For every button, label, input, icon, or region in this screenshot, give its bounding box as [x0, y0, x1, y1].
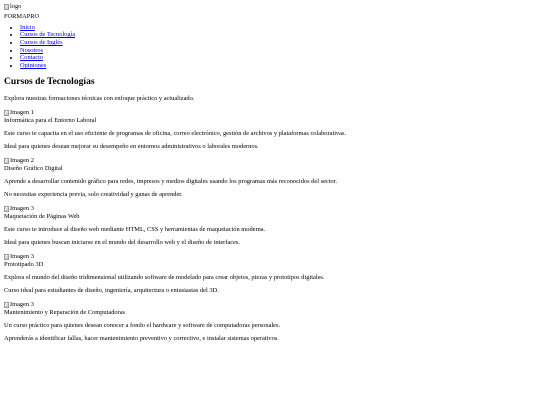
broken-image-icon — [4, 254, 9, 260]
broken-image-icon — [4, 158, 9, 164]
course-title: Maquetación de Páginas Web — [4, 212, 80, 220]
course-image-alt: Imagen 3 — [10, 204, 34, 212]
nav-link-inicio[interactable]: Inicio — [20, 23, 35, 31]
course-description: Explora el mundo del diseño tridimensional utilizando software de modelado para crear objetos, piezas y prototipos digitales. — [4, 273, 325, 281]
site-header — [4, 3, 536, 21]
broken-image-icon — [4, 206, 9, 212]
course-card — [4, 157, 536, 199]
nav-link-cursos-ingles[interactable]: Cursos de Inglés — [20, 39, 63, 47]
brand-name: FORMAPRO — [4, 12, 40, 20]
nav-item-opiniones — [20, 62, 536, 70]
course-audience: Curso ideal para estudiantes de diseño, ingeniería, arquitectura o entusiastas del 3D. — [4, 286, 219, 294]
nav-link-contacto[interactable]: Contacto — [20, 54, 44, 62]
nav-item-inicio — [20, 24, 536, 32]
course-title: Mantenimiento y Reparación de Computadoras — [4, 308, 126, 316]
course-audience: Ideal para quienes buscan iniciarse en el mundo del desarrollo web y el diseño de interfaces. — [4, 238, 241, 246]
course-image-alt: Imagen 3 — [10, 252, 34, 260]
course-image — [4, 109, 34, 117]
course-image — [4, 301, 34, 309]
course-audience: No necesitas experiencia previa, solo creatividad y ganas de aprender. — [4, 190, 183, 198]
course-title: Prototipado 3D — [4, 260, 44, 268]
course-description: Este curso te introduce al diseño web mediante HTML, CSS y herramientas de maquetación moderna. — [4, 225, 266, 233]
course-description: Este curso te capacita en el uso eficiente de programas de oficina, correo electrónico, gestión de archivos y plataformas colaborativas. — [4, 129, 347, 137]
logo-image — [4, 3, 21, 11]
page-title: Cursos de Tecnologías — [4, 75, 95, 87]
course-image-alt: Imagen 1 — [10, 108, 34, 116]
main-content — [4, 76, 536, 343]
course-image — [4, 205, 34, 213]
course-description: Aprende a desarrollar contenido gráfico para redes, impresos y medios digitales usando los programas más reconocidos del sector. — [4, 177, 338, 185]
nav-item-cursos-tecnologia — [20, 31, 536, 39]
broken-image-icon — [4, 110, 9, 116]
broken-image-icon — [4, 4, 9, 10]
course-card — [4, 109, 536, 151]
nav-list — [4, 24, 536, 70]
course-image — [4, 157, 34, 165]
nav-link-nosotros[interactable]: Nosotros — [20, 46, 44, 54]
intro-text: Explora nuestras formaciones técnicas con enfoque práctico y actualizado. — [4, 94, 195, 102]
main-nav — [4, 24, 536, 70]
course-card — [4, 205, 536, 247]
course-audience: Ideal para quienes desean mejorar su desempeño en entornos administrativos o laborales modernos. — [4, 142, 259, 150]
course-card — [4, 301, 536, 343]
nav-item-cursos-ingles — [20, 39, 536, 47]
course-card — [4, 253, 536, 295]
nav-item-contacto — [20, 54, 536, 62]
logo-alt-text: logo — [10, 3, 22, 11]
nav-link-cursos-tecnologia[interactable]: Cursos de Tecnología — [20, 31, 76, 39]
course-image-alt: Imagen 3 — [10, 300, 34, 308]
course-title: Diseño Gráfico Digital — [4, 164, 63, 172]
course-image — [4, 253, 34, 261]
course-image-alt: Imagen 2 — [10, 156, 34, 164]
nav-item-nosotros — [20, 47, 536, 55]
broken-image-icon — [4, 302, 9, 308]
course-audience: Aprenderás a identificar fallas, hacer mantenimiento preventivo y correctivo, e instalar sistemas operativos. — [4, 334, 279, 342]
nav-link-opiniones[interactable]: Opiniones — [20, 62, 47, 70]
course-title: Informática para el Entorno Laboral — [4, 116, 97, 124]
course-description: Un curso práctico para quienes desean conocer a fondo el hardware y software de computadoras personales. — [4, 321, 281, 329]
